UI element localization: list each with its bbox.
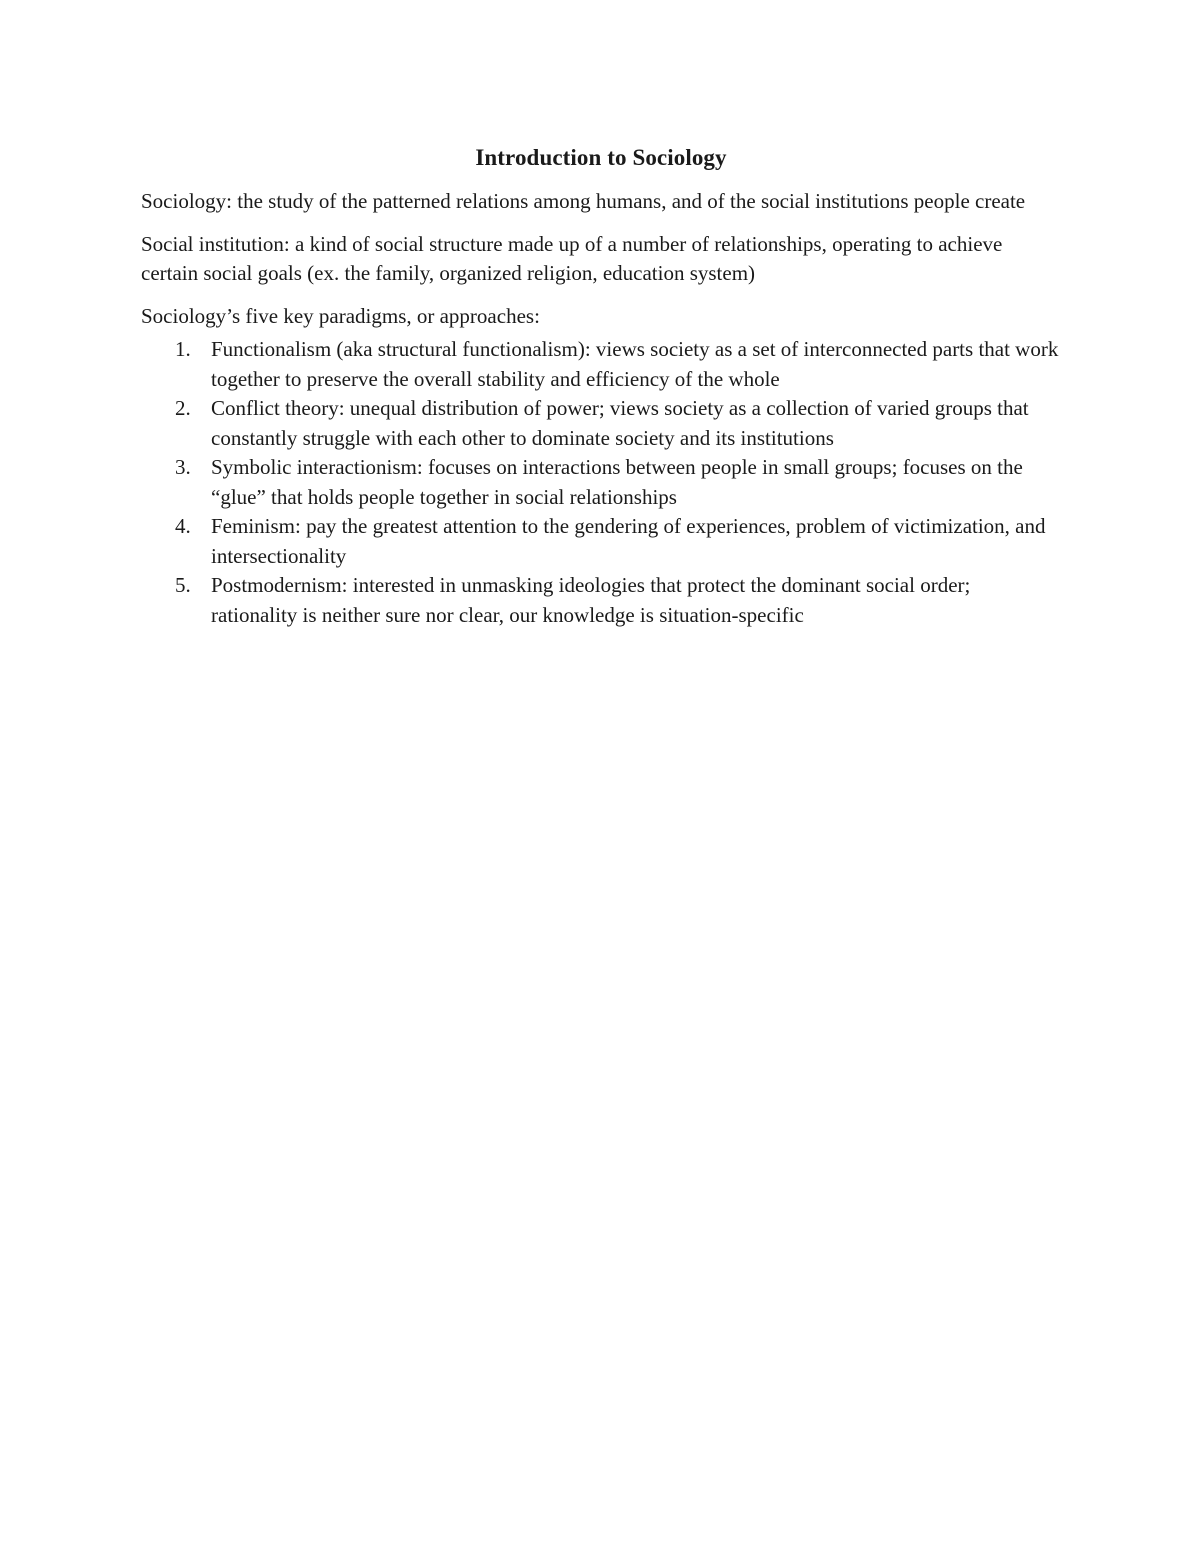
list-item [141,512,1061,571]
list-item [141,335,1061,394]
list-item-text: Symbolic interactionism: focuses on interactions between people in small groups; focuses on the “glue” that holds people together in social relationships [211,455,1023,509]
definition-sociology: Sociology: the study of the patterned relations among humans, and of the social institutions people create [141,189,1026,213]
list-item-number: 4. [175,514,191,538]
list-item-text: Functionalism (aka structural functionalism): views society as a set of interconnected parts that work together to preserve the overall stability and efficiency of the whole [211,337,1059,391]
document-body [141,141,1061,630]
list-item [141,453,1061,512]
paradigms-intro: Sociology’s five key paradigms, or approaches: [141,303,540,328]
list-item-number: 1. [175,337,191,361]
list-item-text: Postmodernism: interested in unmasking ideologies that protect the dominant social order; rationality is neither sure nor clear, our knowledge is situation-specific [211,573,971,627]
list-item [141,571,1061,630]
list-item-number: 3. [175,455,191,479]
list-item-text: Feminism: pay the greatest attention to the gendering of experiences, problem of victimization, and intersectionality [211,514,1046,568]
paradigms-list [141,335,1061,630]
list-item-text: Conflict theory: unequal distribution of power; views society as a collection of varied groups that constantly struggle with each other to dominate society and its institutions [211,396,1029,450]
list-item [141,394,1061,453]
document-title: Introduction to Sociology [475,145,727,170]
definition-social-institution: Social institution: a kind of social structure made up of a number of relationships, operating to achieve certain social goals (ex. the family, organized religion, education system) [141,231,1003,285]
list-item-number: 5. [175,573,191,597]
list-item-number: 2. [175,396,191,420]
